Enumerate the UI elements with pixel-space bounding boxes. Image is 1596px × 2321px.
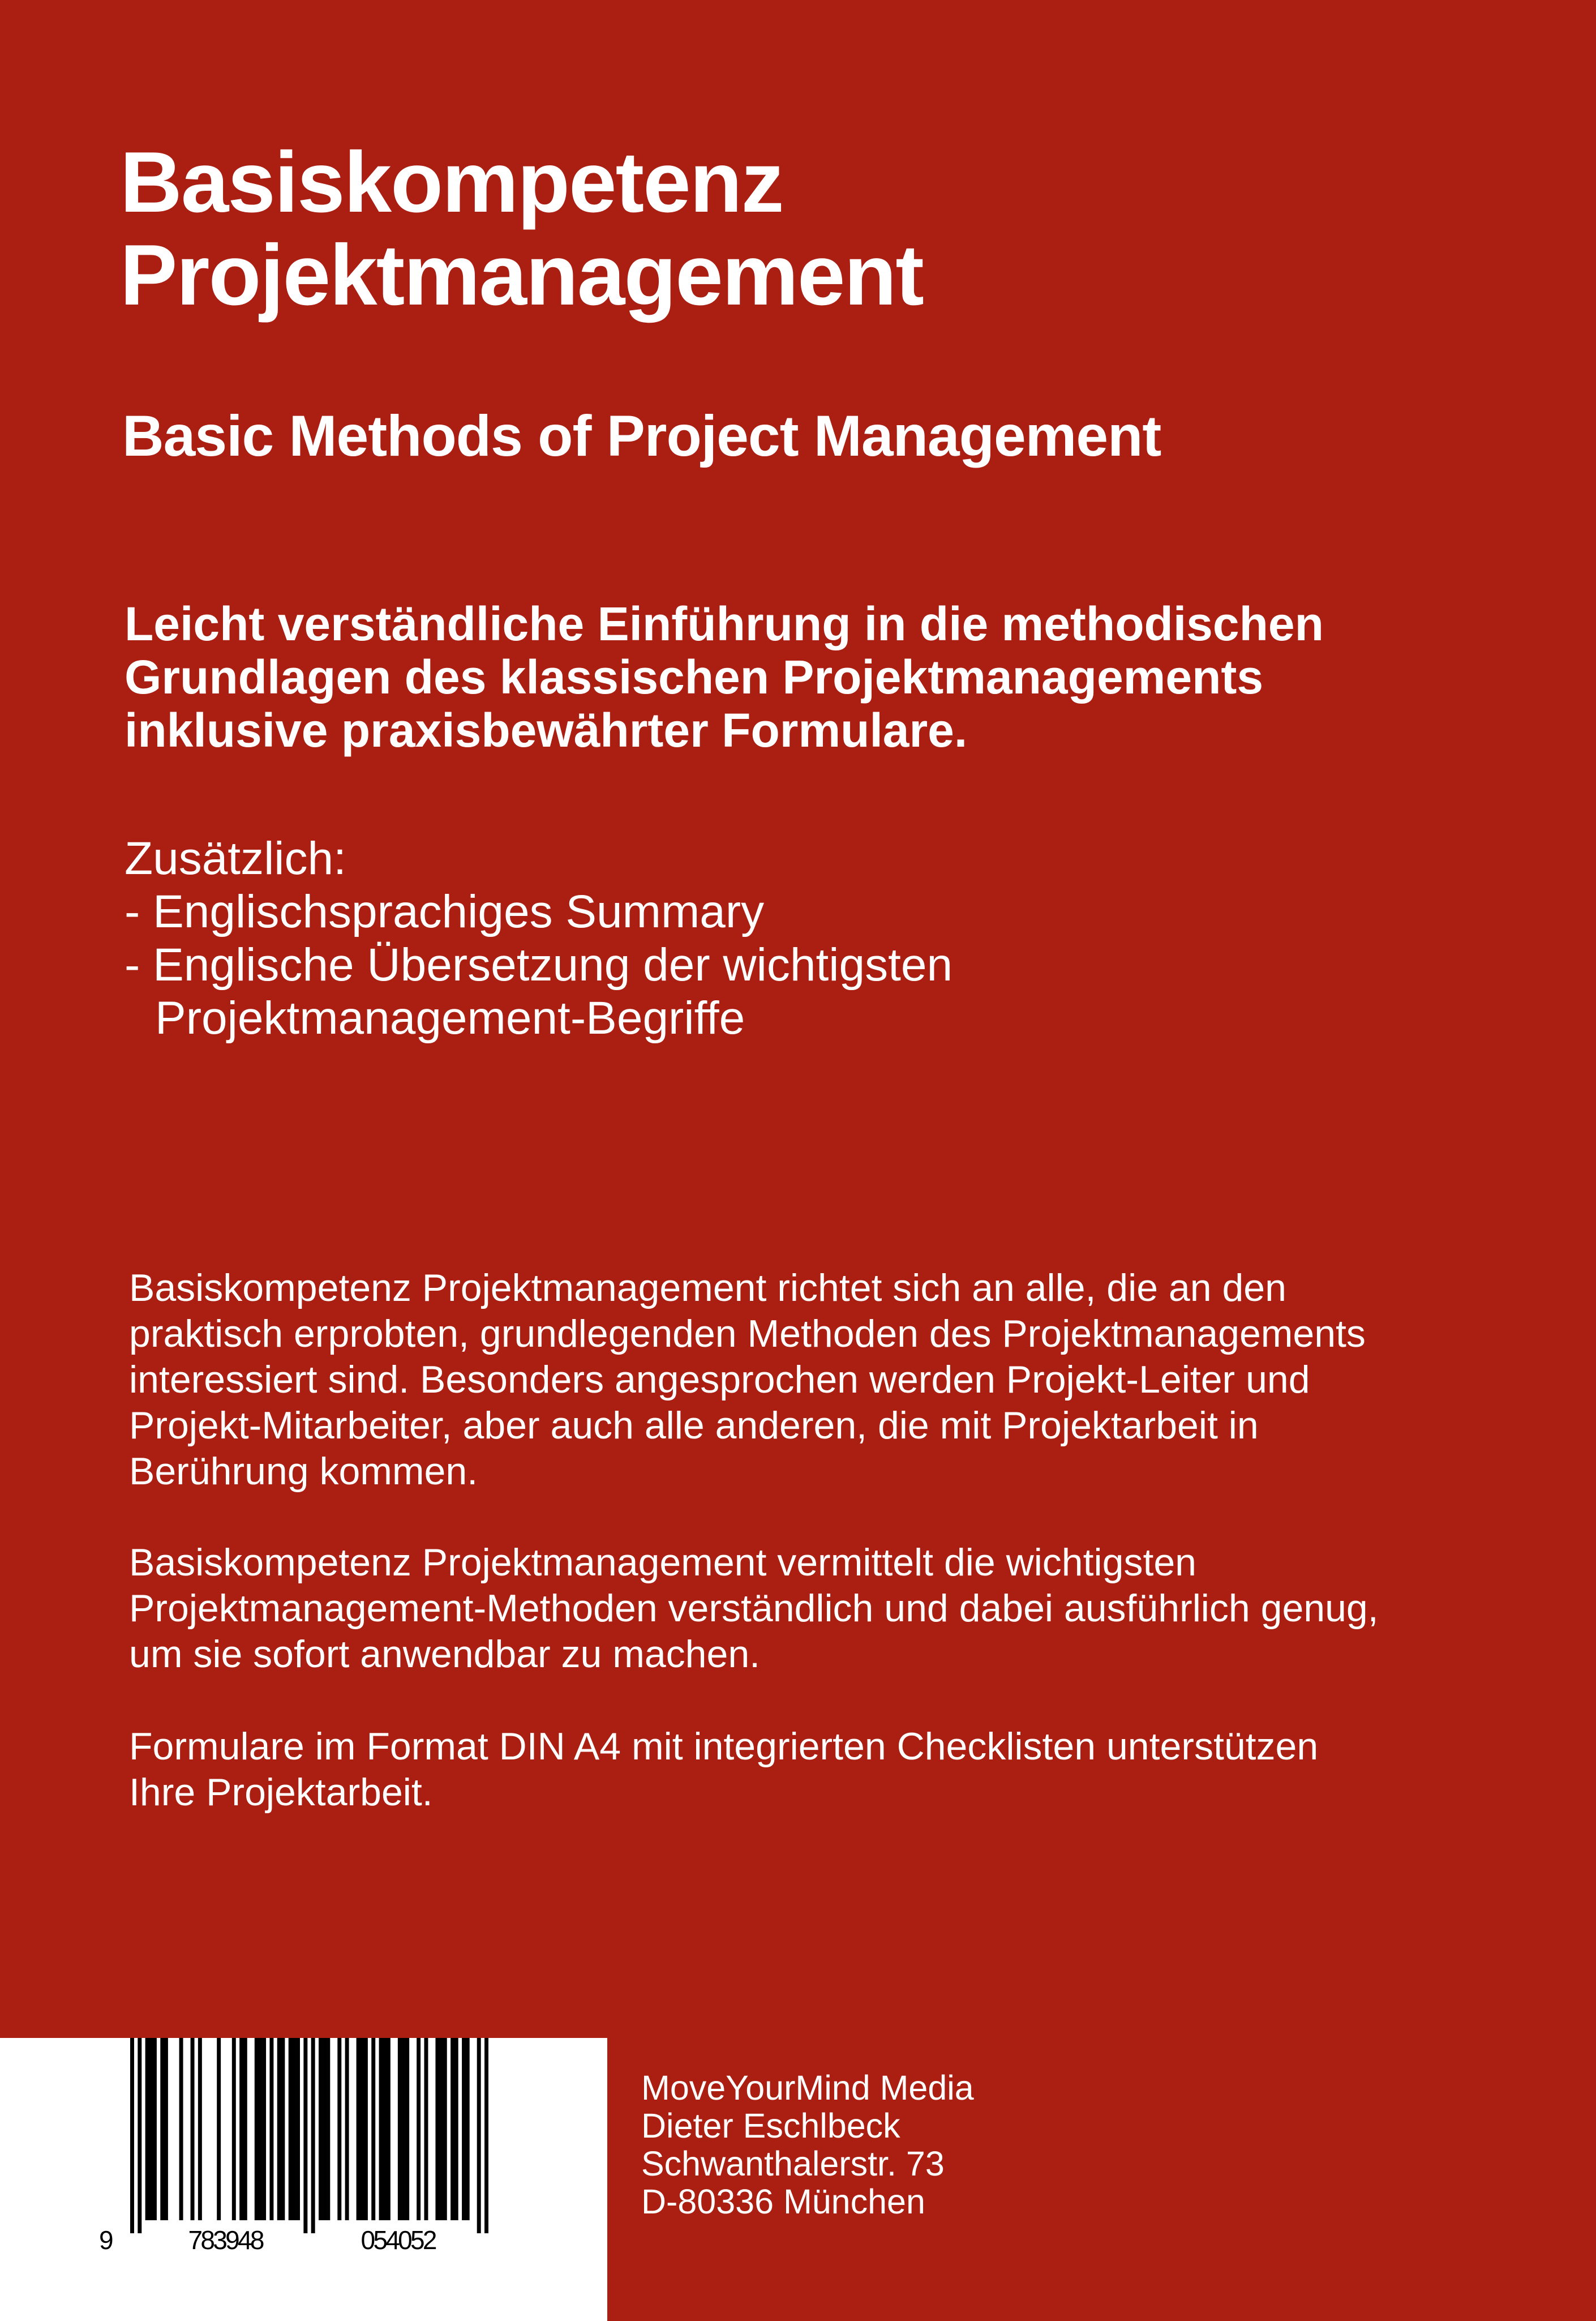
title-line-2: Projektmanagement: [120, 227, 923, 323]
barcode-bar: [239, 2038, 243, 2220]
barcode-bar: [360, 2038, 364, 2220]
barcode-bar: [371, 2038, 375, 2220]
barcode-bar: [417, 2038, 421, 2220]
extras-heading: Zusätzlich:: [125, 833, 346, 884]
barcode-bar: [451, 2038, 454, 2220]
barcode-digit-first: 9: [99, 2225, 114, 2253]
extras-item: - Englischsprachiges Summary: [125, 886, 765, 937]
barcode-bar: [387, 2038, 391, 2220]
barcode-bar: [439, 2038, 443, 2220]
publisher-address: [641, 2069, 974, 2221]
description-paragraph-1: [129, 1265, 1366, 1494]
paragraph-line: Berührung kommen.: [129, 1450, 478, 1493]
paragraph-line: praktisch erprobten, grundlegenden Methoden des Projektmanagements: [129, 1312, 1366, 1355]
barcode-bar: [149, 2038, 153, 2220]
barcode-bar: [130, 2038, 134, 2233]
barcode-bar: [326, 2038, 330, 2220]
barcode-bar: [255, 2038, 259, 2220]
description-paragraph-2: [129, 1540, 1379, 1677]
barcode-bar: [232, 2038, 236, 2220]
lead-text: [125, 597, 1324, 757]
barcode-bar: [357, 2038, 361, 2220]
barcode-bar: [477, 2038, 481, 2233]
lead-line: Grundlagen des klassischen Projektmanagements: [125, 650, 1264, 704]
publisher-street: Schwanthalerstr. 73: [641, 2144, 945, 2183]
title-line-1: Basiskompetenz: [120, 134, 783, 230]
barcode-bar: [191, 2038, 195, 2220]
barcode-bar: [269, 2038, 273, 2220]
paragraph-line: Formulare im Format DIN A4 mit integrierten Checklisten unterstützen: [129, 1725, 1319, 1768]
barcode-bar: [454, 2038, 458, 2220]
barcode-digits-right: 054052: [361, 2225, 437, 2253]
barcode-bar: [138, 2038, 141, 2233]
barcode-bar: [443, 2038, 447, 2220]
barcode-bar: [323, 2038, 327, 2220]
publisher-city: D-80336 München: [641, 2182, 925, 2221]
paragraph-line: um sie sofort anwendbar zu machen.: [129, 1633, 761, 1676]
barcode-bar: [466, 2038, 470, 2220]
publisher-person: Dieter Eschlbeck: [641, 2106, 900, 2145]
barcode-bar: [258, 2038, 262, 2220]
barcode-bar: [145, 2038, 149, 2220]
barcode-bar: [281, 2038, 285, 2220]
paragraph-line: Basiskompetenz Projektmanagement vermittelt die wichtigsten: [129, 1541, 1196, 1584]
barcode-bar: [243, 2038, 247, 2220]
barcode-bar: [164, 2038, 168, 2220]
barcode-bars: [130, 2038, 488, 2233]
paragraph-line: interessiert sind. Besonders angesprochen werden Projekt-Leiter und: [129, 1358, 1310, 1401]
barcode-bar: [398, 2038, 402, 2220]
paragraph-line: Basiskompetenz Projektmanagement richtet sich an alle, die an den: [129, 1266, 1286, 1309]
book-title: [120, 136, 923, 322]
barcode-bar: [462, 2038, 466, 2220]
barcode-bar: [424, 2038, 428, 2220]
barcode-bar: [292, 2038, 296, 2220]
barcode-bar: [319, 2038, 323, 2220]
barcode-bar: [337, 2038, 341, 2220]
barcode-bar: [296, 2038, 300, 2220]
barcode-bar: [345, 2038, 349, 2220]
paragraph-line: Projekt-Mitarbeiter, aber auch alle anderen, die mit Projektarbeit in: [129, 1404, 1259, 1447]
barcode-bar: [179, 2038, 183, 2220]
barcode-digits-left: 783948: [188, 2225, 265, 2253]
paragraph-line: Ihre Projektarbeit.: [129, 1771, 433, 1814]
extras-item-continued: Projektmanagement-Begriffe: [155, 992, 745, 1044]
barcode-bar: [277, 2038, 281, 2220]
barcode-bar: [364, 2038, 368, 2220]
isbn-barcode: [0, 2038, 607, 2253]
barcode-bar: [262, 2038, 266, 2220]
description-paragraph-3: [129, 1724, 1318, 1815]
barcode-bar: [303, 2038, 307, 2233]
barcode-bar: [198, 2038, 202, 2220]
barcode-bar: [383, 2038, 387, 2220]
barcode-bar: [311, 2038, 315, 2233]
barcode-bar: [402, 2038, 406, 2220]
paragraph-line: Projektmanagement-Methoden verständlich und dabei ausführlich genug,: [129, 1587, 1379, 1630]
extras-item: - Englische Übersetzung der wichtigsten: [125, 939, 953, 991]
barcode-bar: [217, 2038, 221, 2220]
extras-list: [125, 832, 953, 1045]
barcode-bar: [153, 2038, 157, 2220]
barcode-bar: [484, 2038, 488, 2233]
barcode-bar: [160, 2038, 164, 2220]
barcode-bar: [405, 2038, 409, 2220]
lead-line: inklusive praxisbewährter Formulare.: [125, 704, 968, 757]
barcode-bar: [379, 2038, 383, 2220]
lead-line: Leicht verständliche Einführung in die methodischen: [125, 597, 1324, 650]
book-subtitle: Basic Methods of Project Management: [122, 404, 1161, 468]
barcode-bar: [289, 2038, 293, 2220]
barcode-bar: [435, 2038, 439, 2220]
publisher-name: MoveYourMind Media: [641, 2069, 974, 2107]
